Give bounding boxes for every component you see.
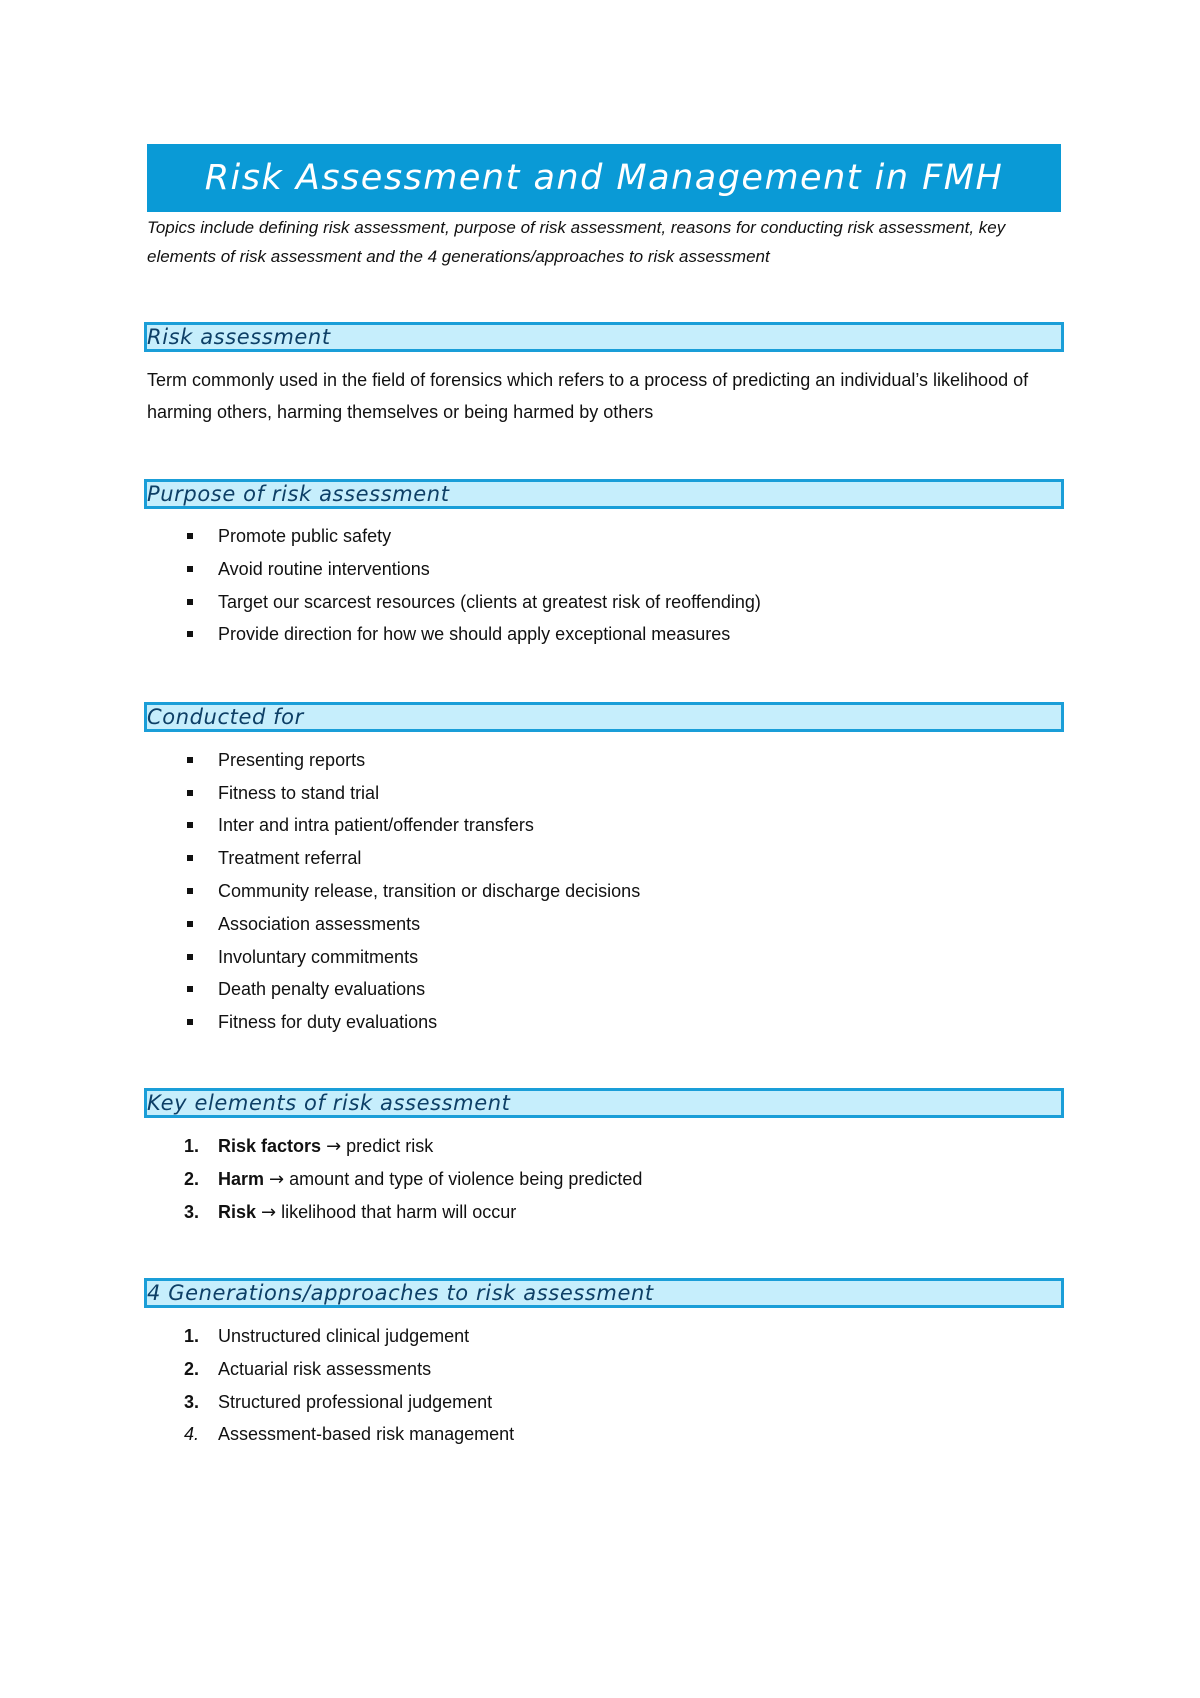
bullet-icon xyxy=(187,757,193,763)
list-item xyxy=(0,1163,1000,1195)
list-item-text: Provide direction for how we should apply exceptional measures xyxy=(218,624,731,644)
bullet-icon xyxy=(187,822,193,828)
list-item xyxy=(0,875,1000,907)
bullet-icon xyxy=(187,790,193,796)
section-heading-risk-assessment xyxy=(144,322,1064,352)
list-number: 3. xyxy=(184,1392,200,1412)
list-item-text: Structured professional judgement xyxy=(218,1392,493,1412)
list-item-text: Assessment-based risk management xyxy=(218,1424,515,1444)
key-term: Risk factors xyxy=(218,1136,322,1156)
key-description: predict risk xyxy=(346,1136,434,1156)
section-heading-generations xyxy=(144,1278,1064,1308)
list-item xyxy=(0,618,1000,650)
list-item xyxy=(0,809,1000,841)
list-item-text: Fitness for duty evaluations xyxy=(218,1012,438,1032)
list-item-text: Avoid routine interventions xyxy=(218,559,430,579)
list-item-text: Death penalty evaluations xyxy=(218,979,426,999)
arrow-right-icon: → xyxy=(326,1136,342,1157)
bullet-icon xyxy=(187,533,193,539)
list-item xyxy=(0,744,1000,776)
title-banner xyxy=(147,144,1061,212)
arrow-right-icon: → xyxy=(261,1202,277,1223)
list-item xyxy=(0,777,1000,809)
list-item-text: Community release, transition or discharge decisions xyxy=(218,881,641,901)
list-item-text: Target our scarcest resources (clients at greatest risk of reoffending) xyxy=(218,592,761,612)
list-item xyxy=(0,908,1000,940)
key-term: Harm xyxy=(218,1169,265,1189)
list-item-text: Inter and intra patient/offender transfers xyxy=(218,815,534,835)
bullet-icon xyxy=(187,921,193,927)
bullet-icon xyxy=(187,1019,193,1025)
bullet-icon xyxy=(187,566,193,572)
list-number: 1. xyxy=(184,1326,200,1346)
section-heading-text: Key elements of risk assessment xyxy=(147,1091,511,1115)
list-item xyxy=(0,1386,1000,1418)
arrow-right-icon: → xyxy=(269,1169,285,1190)
list-item xyxy=(0,520,1000,552)
list-item xyxy=(0,553,1000,585)
section-heading-text: Conducted for xyxy=(147,705,304,729)
list-item-text: Involuntary commitments xyxy=(218,947,419,967)
list-item xyxy=(0,1196,1000,1228)
list-item xyxy=(0,1353,1000,1385)
section-heading-text: Risk assessment xyxy=(147,325,331,349)
bullet-icon xyxy=(187,631,193,637)
section-heading-purpose xyxy=(144,479,1064,509)
list-number: 4. xyxy=(184,1424,200,1444)
bullet-icon xyxy=(187,599,193,605)
bullet-icon xyxy=(187,954,193,960)
list-item-text: Treatment referral xyxy=(218,848,362,868)
list-item-text: Fitness to stand trial xyxy=(218,783,380,803)
bullet-icon xyxy=(187,855,193,861)
list-item-text: Promote public safety xyxy=(218,526,392,546)
list-number: 2. xyxy=(184,1359,200,1379)
list-number: 2. xyxy=(184,1169,200,1189)
list-item xyxy=(0,586,1000,618)
list-item-text: Unstructured clinical judgement xyxy=(218,1326,470,1346)
section-heading-key-elements xyxy=(144,1088,1064,1118)
risk-assessment-definition: Term commonly used in the field of forensics which refers to a process of predicting an individual’s likelihood of harming others, harming themselves or being harmed by others xyxy=(147,370,1029,422)
list-item xyxy=(0,1320,1000,1352)
list-item xyxy=(0,1418,1000,1450)
list-item xyxy=(0,1130,1000,1162)
list-item xyxy=(0,941,1000,973)
document-subtitle: Topics include defining risk assessment, purpose of risk assessment, reasons for conducting risk assessment, key elements of risk assessment and the 4 generations/approaches to risk assessment xyxy=(147,218,1006,266)
list-item-text: Actuarial risk assessments xyxy=(218,1359,432,1379)
list-number: 1. xyxy=(184,1136,200,1156)
list-item xyxy=(0,1006,1000,1038)
document-title: Risk Assessment and Management in FMH xyxy=(204,158,1004,198)
bullet-icon xyxy=(187,986,193,992)
section-heading-text: Purpose of risk assessment xyxy=(147,482,450,506)
list-item xyxy=(0,973,1000,1005)
key-term: Risk xyxy=(218,1202,257,1222)
section-heading-conducted-for xyxy=(144,702,1064,732)
bullet-icon xyxy=(187,888,193,894)
section-heading-text: 4 Generations/approaches to risk assessment xyxy=(147,1281,654,1305)
list-item xyxy=(0,842,1000,874)
list-item-text: Association assessments xyxy=(218,914,421,934)
list-item-text: Presenting reports xyxy=(218,750,366,770)
key-description: likelihood that harm will occur xyxy=(281,1202,517,1222)
key-description: amount and type of violence being predicted xyxy=(289,1169,643,1189)
list-number: 3. xyxy=(184,1202,200,1222)
